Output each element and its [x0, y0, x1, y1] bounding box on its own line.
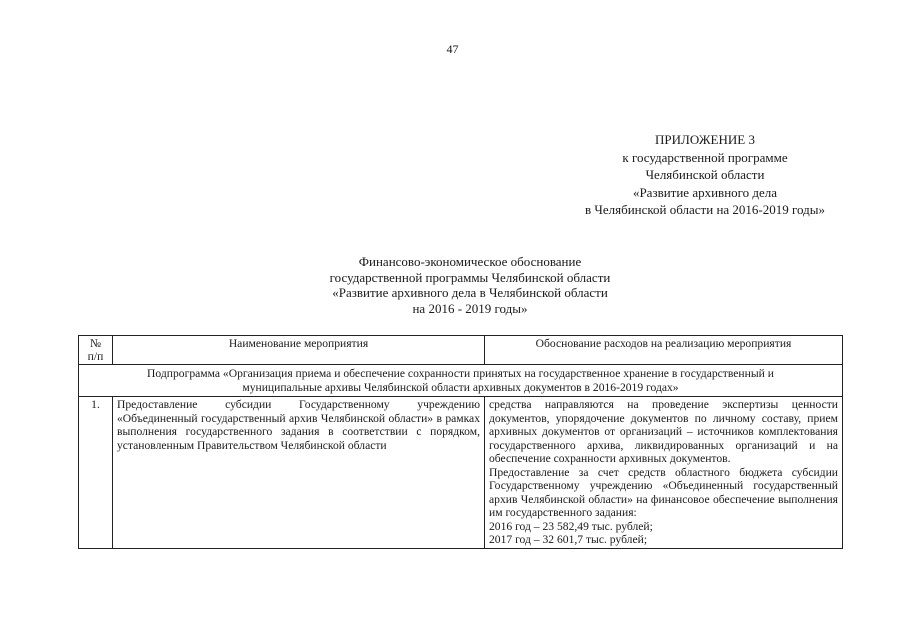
row-number: 1.	[79, 397, 113, 549]
table-header-row	[79, 336, 843, 365]
subprogram-row	[79, 365, 843, 397]
title-line: Финансово-экономическое обоснование	[358, 254, 582, 269]
justification-paragraph: средства направляются на проведение экспертизы ценности документов, упорядочение документов по личному составу, прием архивных документов от организаций – источников комплектования государственного архива, ликвидированных организаций и на обеспечение сохранности архивных документов.	[489, 398, 838, 465]
appendix-heading	[530, 131, 880, 219]
table-row	[79, 397, 843, 549]
appendix-line: в Челябинской области на 2016-2019 годы»	[585, 202, 825, 217]
justification-paragraph: Предоставление за счет средств областного бюджета субсидии Государственному учреждению «Объединенный государственный архив Челябинской области» на финансовое обеспечение выполнения им государственного задания:	[489, 465, 838, 519]
appendix-line: ПРИЛОЖЕНИЕ 3	[655, 132, 755, 147]
title-line: государственной программы Челябинской области	[329, 269, 611, 285]
appendix-line: к государственной программе	[622, 149, 788, 165]
activity-name: Предоставление субсидии Государственному учреждению «Объединенный государственный архив Челябинской области» в рамках выполнения государственного задания в соответствии с порядком, установленным Правительством Челябинской области	[113, 397, 485, 549]
funding-2016: 2016 год – 23 582,49 тыс. рублей;	[489, 519, 653, 533]
subprogram-line: Подпрограмма «Организация приема и обеспечение сохранности принятых на государственное хранение в государственный и	[147, 367, 774, 380]
title-line: «Развитие архивного дела в Челябинской области	[332, 285, 608, 300]
appendix-line: «Развитие архивного дела	[632, 184, 778, 200]
subprogram-title	[79, 365, 843, 397]
document-title	[240, 254, 700, 316]
appendix-line: Челябинской области	[645, 167, 765, 182]
justification-table	[78, 335, 843, 549]
expense-justification	[485, 397, 843, 549]
header-expense-justification: Обоснование расходов на реализацию мероприятия	[485, 336, 843, 365]
header-activity-name: Наименование мероприятия	[113, 336, 485, 365]
title-line: на 2016 - 2019 годы»	[412, 300, 528, 316]
funding-2017: 2017 год – 32 601,7 тыс. рублей;	[489, 533, 648, 546]
header-number: № п/п	[79, 336, 113, 365]
page-number: 47	[446, 42, 459, 56]
subprogram-line: муниципальные архивы Челябинской области архивных документов в 2016-2019 годах»	[242, 380, 679, 394]
